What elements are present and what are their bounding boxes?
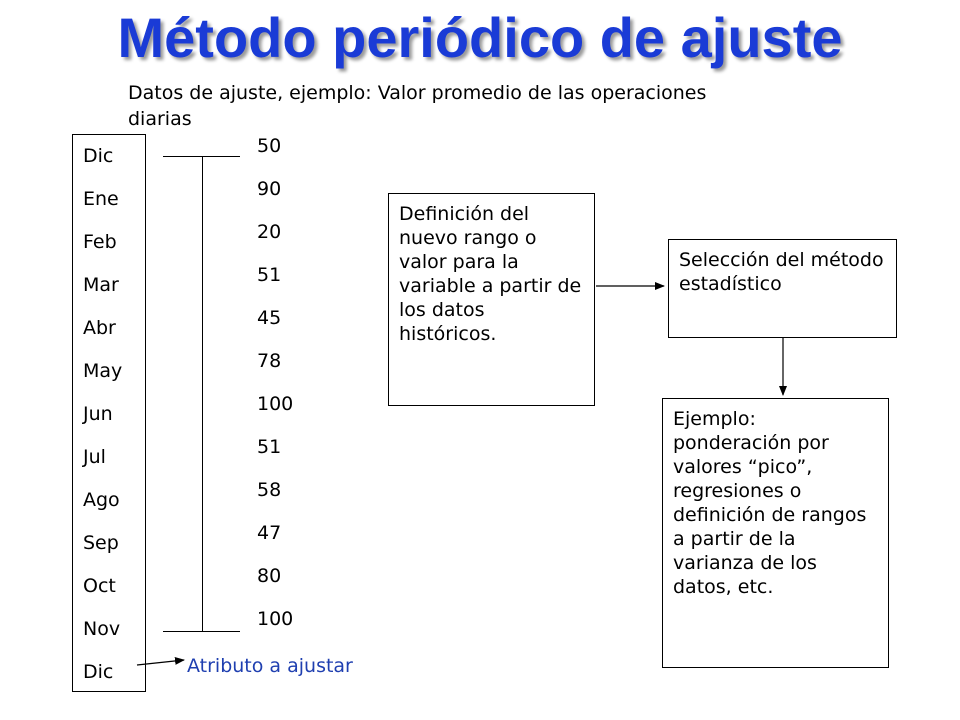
value-label: 58 — [257, 479, 282, 501]
value-label: 51 — [257, 264, 282, 286]
month-label: Ago — [83, 489, 120, 511]
month-label: Feb — [83, 231, 117, 253]
month-label: Sep — [83, 532, 119, 554]
value-label: 78 — [257, 350, 282, 372]
example-box: Ejemplo: ponderación por valores “pico”, regresiones o definición de rangos a partir de la varianza de los datos, etc. — [662, 398, 889, 668]
month-label: Dic — [83, 661, 114, 683]
method-selection-box: Selección del método estadístico — [668, 239, 897, 338]
subtitle: Datos de ajuste, ejemplo: Valor promedio de las operaciones diarias — [128, 82, 707, 130]
value-label: 47 — [257, 522, 282, 544]
month-label: Abr — [83, 317, 116, 339]
attribute-label: Atributo a ajustar — [187, 655, 353, 677]
value-label: 80 — [257, 565, 282, 587]
value-label: 20 — [257, 221, 282, 243]
month-label: Ene — [83, 188, 119, 210]
month-label: May — [83, 360, 123, 382]
value-label: 45 — [257, 307, 282, 329]
month-label: Mar — [83, 274, 119, 296]
month-label: Nov — [83, 618, 121, 640]
definition-box: Definición del nuevo rango o valor para la variable a partir de los datos históricos. — [388, 193, 595, 406]
arrow-to-attribute — [137, 660, 184, 665]
month-label: Jun — [83, 403, 113, 425]
value-label: 100 — [257, 393, 294, 415]
page-title: Método periódico de ajuste — [117, 6, 843, 69]
month-label: Jul — [83, 446, 106, 468]
month-label: Oct — [83, 575, 116, 597]
value-label: 51 — [257, 436, 282, 458]
value-label: 90 — [257, 178, 282, 200]
value-label: 100 — [257, 608, 294, 630]
value-label: 50 — [257, 135, 282, 157]
month-label: Dic — [83, 145, 114, 167]
